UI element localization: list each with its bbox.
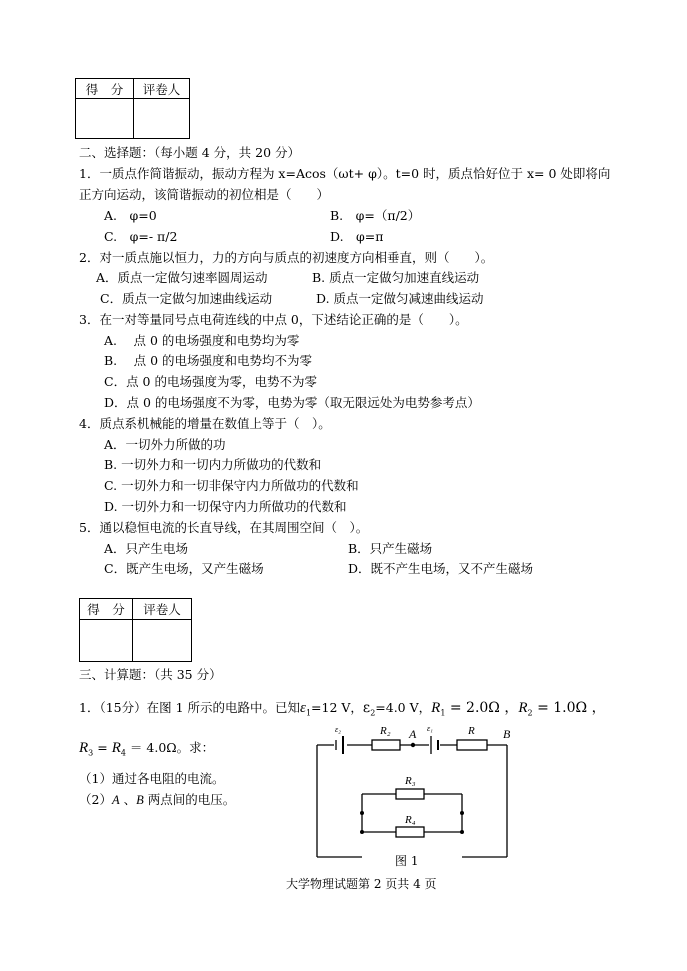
ask2-mid: 、 bbox=[119, 792, 137, 807]
q3-stem: 3．在一对等量同号点电荷连线的中点 0，下述结论正确的是（ ）。 bbox=[79, 312, 468, 327]
q1-stem-line1: 1．一质点作简谐振动，振动方程为 x=Acos（ωt+ φ）。t=0 时，质点恰好位于 x= 0 处即将向 bbox=[79, 166, 611, 181]
score-box-1 bbox=[75, 78, 190, 139]
resistor-r2 bbox=[372, 740, 400, 750]
battery-e1 bbox=[431, 736, 438, 754]
q2-option-b: B. 质点一定做匀加速直线运动 bbox=[312, 270, 480, 285]
ask2-prefix: （2） bbox=[79, 792, 112, 807]
r1-symbol: R bbox=[431, 700, 441, 716]
q2-option-a: A．质点一定做匀速率圆周运动 bbox=[96, 270, 268, 285]
q1-option-c: C. φ=- π/2 bbox=[104, 229, 178, 244]
q5-option-c: C．既产生电场，又产生磁场 bbox=[104, 561, 264, 576]
r2-subscript: 2 bbox=[527, 708, 533, 718]
label-e1: ε₁ bbox=[427, 724, 433, 733]
r2-symbol: R bbox=[518, 700, 528, 716]
q4-option-c: C. 一切外力和一切非保守内力所做功的代数和 bbox=[104, 478, 359, 493]
r3-equals: = bbox=[93, 740, 112, 755]
resistor-r3 bbox=[396, 789, 424, 799]
q5-stem: 5．通以稳恒电流的长直导线，在其周围空间（ ）。 bbox=[79, 520, 369, 535]
label-e2: ε₂ bbox=[335, 725, 341, 734]
score-header: 得 分 bbox=[76, 79, 134, 99]
score-cell[interactable] bbox=[76, 99, 134, 139]
r1-subscript: 1 bbox=[440, 708, 446, 718]
q5-option-a: A．只产生电场 bbox=[104, 541, 189, 556]
grader-cell[interactable] bbox=[134, 99, 190, 139]
label-r: R bbox=[468, 725, 475, 737]
emf1-subscript: 1 bbox=[305, 708, 312, 718]
score-box-2 bbox=[79, 598, 192, 662]
page-footer: 大学物理试题第 2 页共 4 页 bbox=[286, 877, 437, 891]
q1-option-a: A. φ=0 bbox=[104, 208, 157, 223]
r2-value: = 1.0Ω ， bbox=[532, 700, 606, 716]
calc-q1-ask2 bbox=[79, 790, 235, 808]
q5-option-b: B．只产生磁场 bbox=[348, 541, 433, 556]
q4-option-a: A．一切外力所做的功 bbox=[104, 437, 226, 452]
emf1-symbol: ε bbox=[300, 700, 306, 716]
q4-stem: 4．质点系机械能的增量在数值上等于（ ）。 bbox=[79, 416, 331, 431]
node-a-dot bbox=[411, 743, 415, 747]
calc-q1-intro: 1．（15分）在图 1 所示的电路中。已知 bbox=[79, 700, 301, 715]
r1-value: = 2.0Ω ， bbox=[445, 700, 519, 716]
q3-option-c: C．点 0 的电场强度为零，电势不为零 bbox=[104, 374, 317, 389]
resistor-r4 bbox=[396, 827, 424, 837]
label-r2: R₂ bbox=[380, 725, 391, 737]
q2-option-d: D. 质点一定做匀减速曲线运动 bbox=[316, 291, 484, 306]
label-b: B bbox=[503, 727, 511, 741]
q3-option-b: B. 点 0 的电场强度和电势均不为零 bbox=[104, 353, 313, 368]
junction-dot bbox=[460, 811, 464, 815]
point-a-label: A bbox=[111, 793, 120, 807]
grader-cell[interactable] bbox=[133, 620, 192, 662]
q3-option-d: D．点 0 的电场强度不为零，电势为零（取无限远处为电势参考点） bbox=[104, 395, 480, 410]
junction-dot bbox=[360, 811, 364, 815]
q5-option-d: D．既不产生电场，又不产生磁场 bbox=[348, 561, 534, 576]
q2-option-c: C．质点一定做匀加速曲线运动 bbox=[100, 291, 273, 306]
resistor-r bbox=[457, 740, 487, 750]
calc-q1-ask1: （1）通过各电阻的电流。 bbox=[79, 771, 225, 786]
section-3-title: 三、计算题：（共 35 分） bbox=[79, 667, 222, 682]
circuit-diagram bbox=[300, 718, 525, 868]
q1-option-d: D. φ=π bbox=[330, 229, 384, 244]
emf2-symbol: ε bbox=[362, 700, 371, 716]
q3-option-a: A. 点 0 的电场强度和电势均为零 bbox=[104, 333, 300, 348]
r3-subscript: 3 bbox=[88, 748, 94, 758]
battery-e2 bbox=[336, 736, 343, 754]
label-a: A bbox=[409, 727, 417, 741]
emf2-value: =4.0 V， bbox=[375, 700, 432, 715]
emf1-value: =12 V， bbox=[311, 700, 363, 715]
calc-q1-line2 bbox=[79, 738, 214, 758]
label-r3: R₃ bbox=[405, 775, 416, 787]
r4-symbol: R bbox=[111, 740, 121, 756]
q2-stem: 2．对一质点施以恒力，力的方向与质点的初速度方向相垂直，则（ ）。 bbox=[79, 250, 494, 265]
junction-dot bbox=[460, 830, 464, 834]
calc-q1-line1 bbox=[79, 697, 606, 718]
r34-value: ＝ 4.0Ω。求： bbox=[125, 740, 215, 755]
score-header: 得 分 bbox=[80, 599, 133, 620]
grader-header: 评卷人 bbox=[134, 79, 190, 99]
score-cell[interactable] bbox=[80, 620, 133, 662]
ask2-suffix: 两点间的电压。 bbox=[143, 792, 236, 807]
section-2-title: 二、选择题：（每小题 4 分，共 20 分） bbox=[79, 145, 301, 160]
r3-symbol: R bbox=[79, 740, 89, 756]
q1-option-b: B. φ=（π/2） bbox=[330, 208, 421, 223]
emf2-subscript: 2 bbox=[370, 708, 376, 718]
q4-option-d: D. 一切外力和一切保守内力所做功的代数和 bbox=[104, 499, 347, 514]
label-r4: R₄ bbox=[405, 814, 416, 826]
junction-dot bbox=[360, 830, 364, 834]
grader-header: 评卷人 bbox=[133, 599, 192, 620]
figure-caption: 图 1 bbox=[395, 854, 419, 868]
q1-stem-line2: 正方向运动，该简谐振动的初位相是（ ） bbox=[79, 187, 330, 202]
point-b-label: B bbox=[136, 793, 144, 807]
q4-option-b: B. 一切外力和一切内力所做功的代数和 bbox=[104, 457, 322, 472]
r4-subscript: 4 bbox=[120, 748, 126, 758]
